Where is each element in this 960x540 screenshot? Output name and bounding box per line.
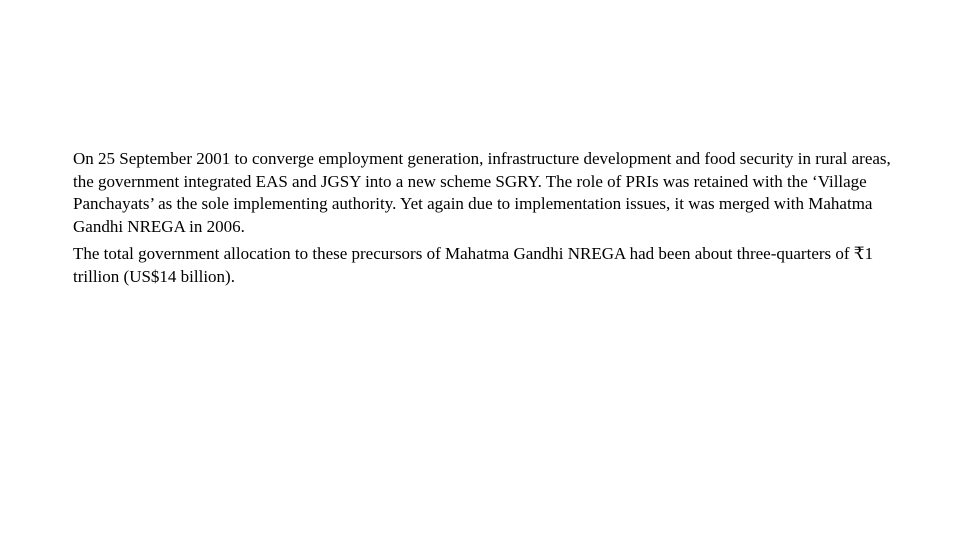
paragraph-sgry-history: On 25 September 2001 to converge employment generation, infrastructure development and food security in rural areas, the government integrated EAS and JGSY into a new scheme SGRY. The role of PRIs was retained with the ‘Village Panchayats’ as the sole implementing authority. Yet again due to implementation issues, it was merged with Mahatma Gandhi NREGA in 2006. xyxy=(73,149,891,236)
paragraph-allocation: The total government allocation to these precursors of Mahatma Gandhi NREGA had been about three-quarters of ₹1 trillion (US$14 billion). xyxy=(73,244,874,286)
body-text xyxy=(73,148,893,293)
